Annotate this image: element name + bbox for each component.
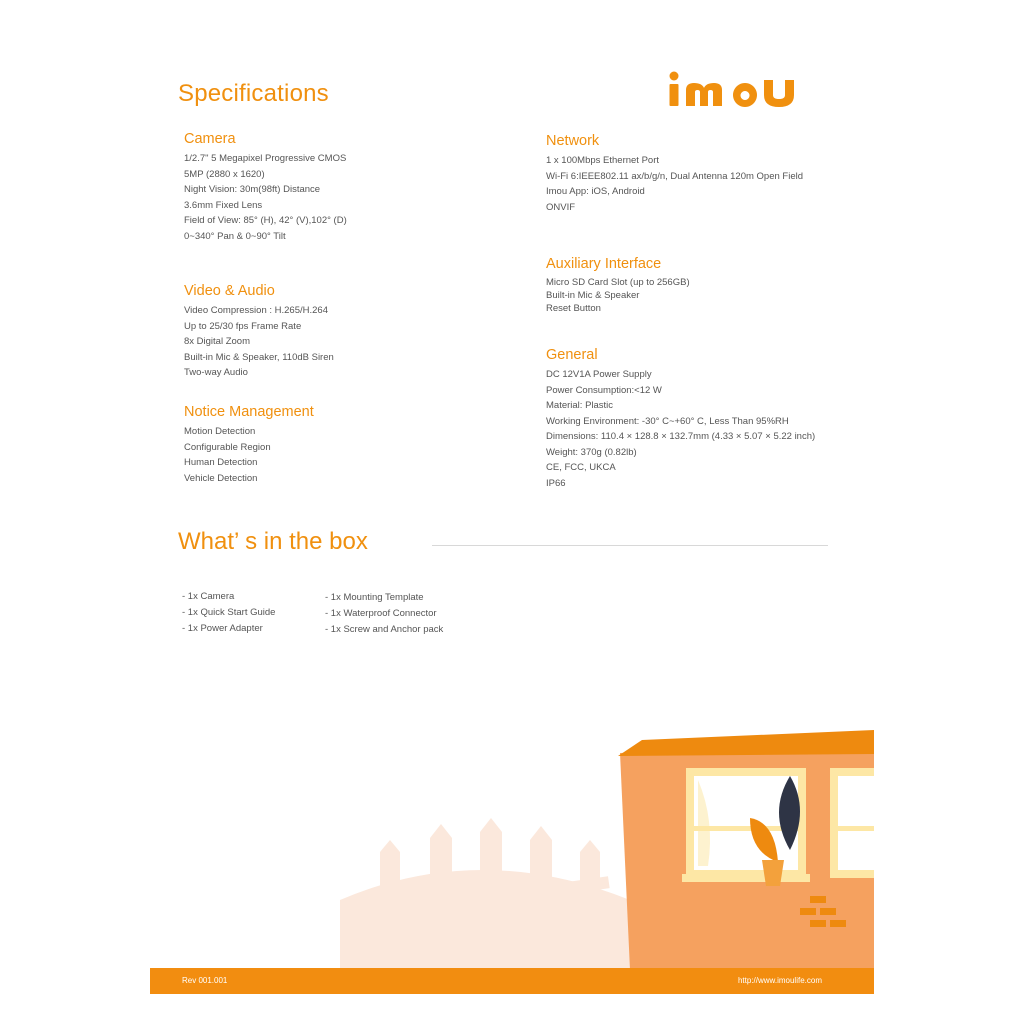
spec-item: Imou App: iOS, Android <box>546 186 645 197</box>
revision-label: Rev 001.001 <box>182 976 228 985</box>
auxiliary-section <box>546 256 690 315</box>
network-section <box>546 133 803 215</box>
spec-item: Built-in Mic & Speaker <box>546 290 640 301</box>
spec-item: Video Compression : H.265/H.264 <box>184 305 328 316</box>
spec-item: 8x Digital Zoom <box>184 336 250 347</box>
spec-item: Reset Button <box>546 303 601 314</box>
box-item: - 1x Power Adapter <box>182 623 263 634</box>
box-item: - 1x Screw and Anchor pack <box>325 624 444 635</box>
spec-item: Wi-Fi 6:IEEE802.11 ax/b/g/n, Dual Antenna 120m Open Field <box>546 170 803 182</box>
spec-item: ONVIF <box>546 201 576 213</box>
spec-item: 1 x 100Mbps Ethernet Port <box>546 155 660 166</box>
imou-logo <box>666 66 826 110</box>
camera-section <box>184 131 347 244</box>
spec-item: Micro SD Card Slot (up to 256GB) <box>546 277 690 288</box>
spec-item: DC 12V1A Power Supply <box>546 369 652 380</box>
house-illustration <box>150 700 874 970</box>
spec-item: Built-in Mic & Speaker, 110dB Siren <box>184 351 334 363</box>
spec-item: CE, FCC, UKCA <box>546 462 616 473</box>
box-item: - 1x Mounting Template <box>325 592 424 603</box>
divider <box>432 545 828 546</box>
spec-item: Human Detection <box>184 457 258 468</box>
spec-item: Two-way Audio <box>184 367 248 378</box>
spec-item: Up to 25/30 fps Frame Rate <box>184 320 302 332</box>
box-contents-title: What’ s in the box <box>178 528 368 555</box>
spec-item: IP66 <box>546 477 566 489</box>
spec-item: 1/2.7" 5 Megapixel Progressive CMOS <box>184 153 347 164</box>
box-contents-list <box>325 590 443 638</box>
video-audio-heading: Video & Audio <box>184 283 275 299</box>
notice-heading: Notice Management <box>184 404 314 420</box>
box-item: - 1x Waterproof Connector <box>325 608 437 619</box>
video-audio-section <box>184 283 334 381</box>
network-heading: Network <box>546 133 600 149</box>
box-contents-list <box>182 589 275 637</box>
spec-item: Vehicle Detection <box>184 472 258 484</box>
spec-item: Field of View: 85° (H), 42° (V),102° (D) <box>184 215 347 226</box>
spec-item: 5MP (2880 x 1620) <box>184 168 265 180</box>
spec-item: 3.6mm Fixed Lens <box>184 199 263 211</box>
page-title: Specifications <box>178 80 329 107</box>
website-link[interactable]: http://www.imoulife.com <box>737 976 822 985</box>
spec-item: 0~340° Pan & 0~90° Tilt <box>184 230 286 242</box>
spec-item: Power Consumption:<12 W <box>546 384 662 396</box>
spec-item: Motion Detection <box>184 426 256 437</box>
general-section <box>546 347 815 491</box>
box-item: - 1x Quick Start Guide <box>182 607 276 618</box>
notice-section <box>184 404 314 486</box>
general-heading: General <box>546 347 598 363</box>
camera-heading: Camera <box>184 131 236 147</box>
spec-item: Material: Plastic <box>546 400 614 411</box>
spec-item: Weight: 370g (0.82lb) <box>546 446 637 458</box>
spec-item: Night Vision: 30m(98ft) Distance <box>184 184 321 195</box>
spec-item: Configurable Region <box>184 441 271 453</box>
spec-item: Dimensions: 110.4 × 128.8 × 132.7mm (4.33 × 5.07 × 5.22 inch) <box>546 431 816 442</box>
box-item: - 1x Camera <box>182 591 235 602</box>
spec-item: Working Environment: -30° C~+60° C, Less Than 95%RH <box>546 415 789 427</box>
auxiliary-heading: Auxiliary Interface <box>546 256 662 272</box>
footer-bar <box>150 968 874 994</box>
